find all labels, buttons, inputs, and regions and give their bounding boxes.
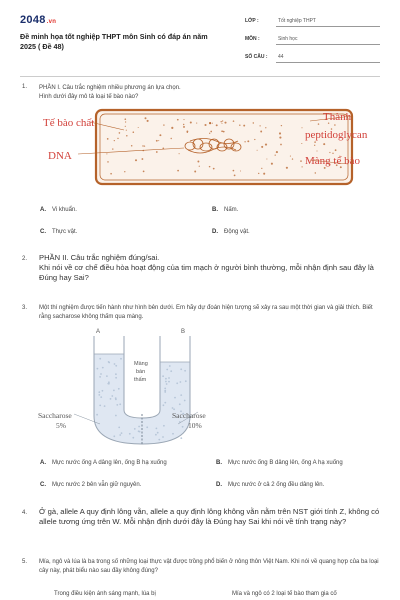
- cytoplasm-granule: [158, 140, 159, 141]
- cytoplasm-granule: [243, 125, 245, 127]
- solute-molecule: [115, 415, 117, 417]
- cytoplasm-granule: [224, 122, 226, 124]
- cytoplasm-granule: [145, 117, 147, 119]
- solute-molecule: [100, 373, 102, 375]
- solute-molecule: [172, 407, 174, 409]
- right-solution-pct: 10%: [188, 421, 202, 430]
- question-4-text: Ở gà, allele A quy định lông vằn, allele a quy định lông không vằn nằm trên NST giới tính Z, không có allele tương ứng trên W. Mỗi nhận định dưới đây là Đúng hay Sai khi nói về tính trạng này?: [39, 507, 380, 526]
- solute-molecule: [119, 434, 121, 436]
- label-cytoplasm: Tế bào chất: [43, 117, 95, 129]
- cytoplasm-granule: [247, 140, 249, 142]
- cytoplasm-granule: [143, 171, 145, 173]
- cytoplasm-granule: [159, 134, 161, 136]
- cytoplasm-granule: [112, 148, 113, 149]
- cytoplasm-granule: [314, 145, 315, 146]
- cytoplasm-granule: [222, 120, 223, 121]
- solute-molecule: [110, 398, 112, 400]
- cytoplasm-granule: [183, 124, 184, 125]
- solute-molecule: [163, 425, 165, 427]
- cytoplasm-granule: [107, 138, 109, 140]
- cytoplasm-granule: [107, 161, 109, 163]
- cytoplasm-granule: [335, 149, 337, 151]
- solute-molecule: [102, 390, 104, 392]
- solute-molecule: [113, 435, 115, 437]
- question-1-heading: PHẦN I. Câu trắc nghiệm nhiều phương án lựa chọn.: [39, 85, 181, 91]
- solute-molecule: [114, 363, 116, 365]
- cytoplasm-granule: [177, 170, 179, 172]
- cytoplasm-granule: [265, 144, 267, 146]
- solute-molecule: [115, 373, 117, 375]
- cytoplasm-granule: [233, 120, 235, 122]
- q5-table-left-cell: Trong điều kiện ánh sáng mạnh, lúa bị: [54, 591, 156, 597]
- solute-molecule: [111, 395, 113, 397]
- cytoplasm-granule: [126, 130, 127, 131]
- cytoplasm-granule: [258, 173, 259, 174]
- cytoplasm-granule: [261, 146, 263, 148]
- cytoplasm-granule: [324, 167, 326, 169]
- cytoplasm-granule: [280, 144, 282, 146]
- q1-option-c[interactable]: C. Thực vật.: [40, 229, 78, 235]
- label-wall-2: peptidoglycan: [305, 129, 368, 141]
- cytoplasm-granule: [125, 121, 126, 122]
- cytoplasm-granule: [265, 127, 266, 128]
- cytoplasm-granule: [204, 124, 206, 126]
- solute-molecule: [99, 405, 101, 407]
- solute-molecule: [113, 390, 115, 392]
- question-4-number: 4.: [22, 510, 28, 516]
- cytoplasm-granule: [156, 140, 158, 142]
- label-wall-1: Thành: [323, 111, 352, 123]
- cytoplasm-granule: [233, 170, 235, 172]
- membrane-label-1: Màng: [134, 361, 148, 367]
- cytoplasm-granule: [234, 175, 236, 177]
- cytoplasm-granule: [266, 158, 267, 159]
- solute-molecule: [116, 404, 118, 406]
- solute-molecule: [104, 405, 106, 407]
- solute-molecule: [162, 375, 164, 377]
- solute-molecule: [173, 408, 175, 410]
- cytoplasm-granule: [292, 158, 293, 159]
- solute-molecule: [168, 381, 170, 383]
- tube-label-b: B: [181, 329, 186, 335]
- header-divider: [20, 76, 380, 77]
- q3-option-d[interactable]: D. Mực nước ở cả 2 ống đều dâng lên.: [216, 482, 325, 488]
- cytoplasm-granule: [301, 127, 302, 128]
- solute-molecule: [174, 397, 176, 399]
- cytoplasm-granule: [279, 137, 281, 139]
- solute-molecule: [165, 381, 167, 383]
- cytoplasm-granule: [133, 131, 135, 133]
- cytoplasm-granule: [281, 125, 282, 126]
- q1-option-d[interactable]: D. Động vật.: [212, 229, 250, 235]
- solute-molecule: [180, 394, 182, 396]
- cytoplasm-granule: [318, 123, 319, 124]
- tube-label-a: A: [96, 329, 101, 335]
- membrane-label-3: thấm: [134, 377, 147, 383]
- solute-molecule: [118, 388, 120, 390]
- question-5-number: 5.: [22, 559, 28, 565]
- solute-molecule: [118, 427, 120, 429]
- cytoplasm-granule: [209, 133, 210, 134]
- cytoplasm-granule: [334, 124, 336, 126]
- cytoplasm-granule: [239, 124, 240, 125]
- solute-molecule: [115, 399, 117, 401]
- label-dna: DNA: [48, 150, 72, 162]
- solute-molecule: [157, 432, 159, 434]
- cytoplasm-granule: [156, 151, 158, 153]
- solute-molecule: [164, 402, 166, 404]
- question-2-heading: PHẦN II. Câu trắc nghiệm đúng/sai.: [39, 253, 160, 262]
- cytoplasm-granule: [314, 141, 316, 143]
- solute-molecule: [139, 431, 141, 433]
- cytoplasm-granule: [106, 153, 107, 154]
- site-logo[interactable]: 2048.vn: [20, 14, 57, 26]
- cytoplasm-granule: [110, 173, 112, 175]
- cytoplasm-granule: [257, 150, 258, 151]
- document-title: Đề minh họa tốt nghiệp THPT môn Sinh có đáp án năm 2025 ( Đề 48): [20, 32, 208, 51]
- solute-molecule: [179, 403, 181, 405]
- solute-molecule: [155, 434, 157, 436]
- cytoplasm-granule: [119, 132, 121, 134]
- label-membrane: Màng tế bào: [305, 155, 360, 167]
- solute-molecule: [185, 380, 187, 382]
- question-3-text: Một thí nghiệm được tiến hành như hình bên dưới. Em hãy dự đoán hiện tượng sẽ xảy ra sau một thời gian và giải thích. Biết rằng sacharose không thấm qua màng.: [39, 305, 373, 320]
- question-2-number: 2.: [22, 256, 28, 262]
- bacteria-cell-figure: [40, 104, 380, 190]
- solute-molecule: [184, 370, 186, 372]
- meta-panel: [245, 16, 380, 70]
- cytoplasm-granule: [171, 127, 173, 129]
- question-3-number: 3.: [22, 305, 28, 311]
- solute-molecule: [107, 383, 109, 385]
- cytoplasm-granule: [197, 161, 199, 163]
- cytoplasm-granule: [144, 145, 145, 146]
- solute-molecule: [98, 391, 100, 393]
- cytoplasm-granule: [114, 140, 115, 141]
- cytoplasm-granule: [301, 143, 302, 144]
- cytoplasm-granule: [254, 139, 255, 140]
- solute-molecule: [180, 437, 182, 439]
- cytoplasm-granule: [117, 138, 118, 139]
- cytoplasm-granule: [259, 125, 260, 126]
- cytoplasm-granule: [253, 122, 254, 123]
- cytoplasm-granule: [135, 159, 137, 161]
- cytoplasm-granule: [213, 168, 215, 170]
- cytoplasm-granule: [279, 132, 281, 134]
- cytoplasm-granule: [163, 124, 164, 125]
- question-1-number: 1.: [22, 84, 28, 90]
- solute-molecule: [129, 433, 131, 435]
- cytoplasm-granule: [212, 123, 213, 124]
- cytoplasm-granule: [220, 121, 221, 122]
- solute-molecule: [138, 426, 140, 428]
- solute-molecule: [98, 394, 100, 396]
- cytoplasm-granule: [138, 127, 139, 128]
- solute-molecule: [180, 368, 182, 370]
- cytoplasm-granule: [332, 153, 333, 154]
- cytoplasm-granule: [187, 132, 188, 133]
- solute-molecule: [156, 428, 158, 430]
- cytoplasm-granule: [183, 126, 185, 128]
- solute-molecule: [176, 382, 178, 384]
- question-5-text: Mía, ngô và lúa là ba trong số những loại thực vật được trồng phổ biến ở nông thôn Việt Nam. Khi nói về quang hợp của ba loại cây này, phát biểu nào sau đây không đúng?: [39, 559, 379, 574]
- cytoplasm-granule: [196, 123, 197, 124]
- solute-molecule: [146, 426, 148, 428]
- solute-molecule: [168, 377, 170, 379]
- solute-molecule: [166, 369, 168, 371]
- membrane-label-2: bán: [136, 369, 146, 375]
- right-solution-name: Saccharose: [172, 411, 206, 420]
- cytoplasm-granule: [271, 163, 273, 165]
- meta-row-count: SỐ CÂU : 44: [245, 52, 380, 70]
- q3-option-b[interactable]: B. Mực nước ống B dâng lên, ống A hạ xuống: [216, 460, 343, 466]
- cytoplasm-granule: [147, 120, 149, 122]
- cytoplasm-granule: [323, 143, 325, 145]
- cytoplasm-granule: [290, 156, 291, 157]
- cytoplasm-granule: [240, 170, 241, 171]
- cytoplasm-granule: [261, 168, 262, 169]
- solute-molecule: [108, 361, 110, 363]
- cytoplasm-granule: [276, 151, 278, 153]
- cytoplasm-granule: [302, 166, 303, 167]
- solute-molecule: [97, 368, 99, 370]
- left-solution-pct: 5%: [56, 421, 66, 430]
- solute-molecule: [99, 376, 101, 378]
- solute-molecule: [99, 358, 101, 360]
- cytoplasm-granule: [124, 171, 125, 172]
- solute-molecule: [100, 396, 102, 398]
- document-header: [20, 14, 380, 72]
- cytoplasm-granule: [260, 131, 262, 133]
- cytoplasm-granule: [190, 121, 192, 123]
- cytoplasm-granule: [131, 145, 133, 147]
- cytoplasm-granule: [125, 126, 126, 127]
- solute-molecule: [120, 358, 122, 360]
- cytoplasm-granule: [179, 153, 180, 154]
- cytoplasm-granule: [275, 154, 276, 155]
- q1-option-b[interactable]: B. Nấm.: [212, 207, 239, 213]
- solute-molecule: [165, 378, 167, 380]
- cytoplasm-granule: [194, 171, 196, 173]
- u-tube-figure: [38, 326, 238, 448]
- cytoplasm-granule: [209, 166, 211, 168]
- question-2-text: Khi nói về cơ chế điều hòa hoạt động của tim mạch ở người bình thường, mỗi nhận định sau đây là Đúng hay Sai?: [39, 263, 374, 282]
- q1-option-a[interactable]: A. Vi khuẩn.: [40, 207, 77, 213]
- cytoplasm-granule: [244, 141, 245, 142]
- solute-molecule: [115, 377, 117, 379]
- solute-molecule: [169, 365, 171, 367]
- solute-molecule: [164, 390, 166, 392]
- solute-molecule: [132, 437, 134, 439]
- solute-molecule: [182, 426, 184, 428]
- left-solution-name: Saccharose: [38, 411, 72, 420]
- cytoplasm-granule: [315, 172, 316, 173]
- q3-option-a[interactable]: A. Mực nước ống A dâng lên, ống B hạ xuống: [40, 460, 167, 466]
- q5-table-right-cell: Mía và ngô có 2 loại tế bào tham gia cố: [232, 591, 337, 597]
- cytoplasm-granule: [210, 131, 212, 133]
- meta-row-class: LỚP : Tốt nghiệp THPT: [245, 16, 380, 34]
- cytoplasm-granule: [329, 152, 330, 153]
- cytoplasm-granule: [199, 166, 200, 167]
- q3-option-c[interactable]: C. Mực nước 2 bên vẫn giữ nguyên.: [40, 482, 142, 488]
- cytoplasm-granule: [209, 122, 211, 124]
- question-1-text: Hình dưới đây mô tả loại tế bào nào?: [39, 94, 139, 100]
- solute-molecule: [180, 381, 182, 383]
- solute-molecule: [134, 428, 136, 430]
- solute-molecule: [163, 404, 165, 406]
- solute-molecule: [166, 383, 168, 385]
- cytoplasm-granule: [263, 173, 265, 175]
- cytoplasm-granule: [141, 158, 143, 160]
- cytoplasm-granule: [316, 150, 317, 151]
- cytoplasm-granule: [183, 119, 184, 120]
- solute-molecule: [119, 403, 121, 405]
- cytoplasm-granule: [300, 160, 302, 162]
- cytoplasm-granule: [126, 135, 128, 137]
- cytoplasm-granule: [177, 119, 179, 121]
- cytoplasm-granule: [171, 138, 172, 139]
- cytoplasm-granule: [286, 167, 288, 169]
- solute-molecule: [121, 432, 123, 434]
- solute-molecule: [184, 400, 186, 402]
- solute-molecule: [158, 439, 160, 441]
- meta-row-subject: MÔN : Sinh học: [245, 34, 380, 52]
- cytoplasm-granule: [142, 145, 143, 146]
- cytoplasm-granule: [223, 131, 225, 133]
- solute-molecule: [115, 365, 117, 367]
- cytoplasm-granule: [221, 130, 223, 132]
- solute-molecule: [170, 370, 172, 372]
- cytoplasm-granule: [216, 124, 218, 126]
- cytoplasm-granule: [124, 118, 126, 120]
- solute-molecule: [162, 436, 164, 438]
- solute-molecule: [106, 375, 108, 377]
- solute-molecule: [102, 367, 104, 369]
- cytoplasm-granule: [222, 123, 223, 124]
- solute-molecule: [96, 414, 98, 416]
- solute-molecule: [172, 433, 174, 435]
- solute-molecule: [164, 388, 166, 390]
